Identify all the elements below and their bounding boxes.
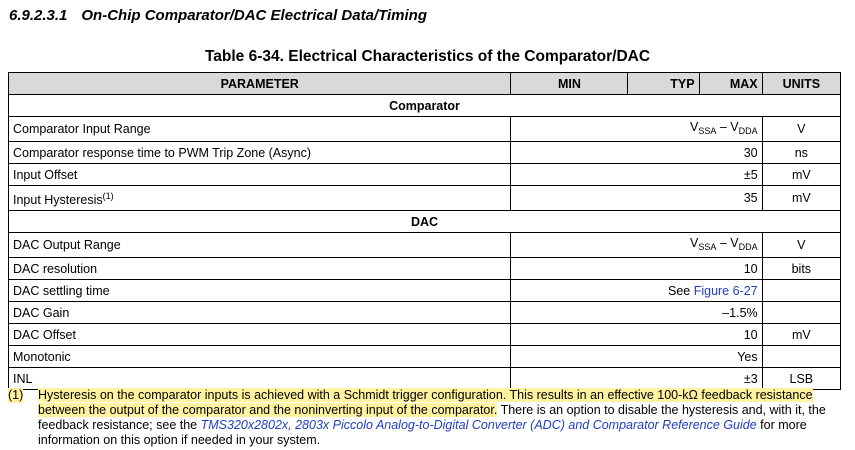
units-cell: ns xyxy=(762,142,840,164)
header-typ: TYP xyxy=(628,73,699,95)
figure-link[interactable]: Figure 6-27 xyxy=(693,283,758,298)
typ-cell: 10 xyxy=(511,258,762,280)
table-row xyxy=(9,142,841,164)
group-row-dac xyxy=(9,211,841,233)
units-cell: V xyxy=(762,233,840,258)
footnote-text: There is an option to disable the hysteresis and, with it, the feedback resistance; see the xyxy=(38,403,826,432)
table-row xyxy=(9,368,841,390)
footnote xyxy=(8,388,838,448)
typ-cell: Yes xyxy=(511,346,762,368)
group-label-comparator: Comparator xyxy=(9,95,841,117)
typ-cell: 35 xyxy=(511,186,762,211)
typ-cell: ±3 xyxy=(511,368,762,390)
header-units: UNITS xyxy=(762,73,840,95)
group-row-comparator xyxy=(9,95,841,117)
table-title: Table 6-34. Electrical Characteristics of the Comparator/DAC xyxy=(204,48,651,65)
section-heading xyxy=(9,7,427,24)
header-parameter: PARAMETER xyxy=(9,73,511,95)
param-cell: Comparator Input Range xyxy=(9,117,511,142)
units-cell: mV xyxy=(762,186,840,211)
table-row xyxy=(9,186,841,211)
group-label-dac: DAC xyxy=(9,211,841,233)
header-max: MAX xyxy=(699,73,762,95)
table-row xyxy=(9,117,841,142)
footnote-body xyxy=(38,388,838,448)
typ-cell: –1.5% xyxy=(511,302,762,324)
footnote-highlighted-text: Hysteresis on the comparator inputs is achieved with a Schmidt trigger configuration. This results in an effective 100-kΩ feedback resistance between the output of the comparator and the noninverting input of the comparator. xyxy=(38,388,813,417)
units-cell xyxy=(762,346,840,368)
units-cell: LSB xyxy=(762,368,840,390)
units-cell xyxy=(762,280,840,302)
footnote-marker: (1) xyxy=(8,388,24,402)
section-number: 6.9.2.3.1 xyxy=(9,7,68,24)
param-cell: Input Hysteresis$^{(1)}$ xyxy=(9,186,511,211)
table-row xyxy=(9,280,841,302)
table-row xyxy=(9,233,841,258)
typ-cell: $V_{SSA} - V_{DDA}$ xyxy=(511,233,762,258)
table-row xyxy=(9,164,841,186)
table-row xyxy=(9,346,841,368)
param-cell: INL xyxy=(9,368,511,390)
param-cell: Comparator response time to PWM Trip Zone (Async) xyxy=(9,142,511,164)
table-header-row xyxy=(9,73,841,95)
units-cell: mV xyxy=(762,164,840,186)
param-cell: Monotonic xyxy=(9,346,511,368)
typ-cell: $V_{SSA} - V_{DDA}$ xyxy=(511,117,762,142)
typ-cell: ±5 xyxy=(511,164,762,186)
units-cell: V xyxy=(762,117,840,142)
param-cell: DAC settling time xyxy=(9,280,511,302)
param-cell: DAC Offset xyxy=(9,324,511,346)
table-row xyxy=(9,258,841,280)
param-cell: DAC Gain xyxy=(9,302,511,324)
header-min: MIN xyxy=(511,73,628,95)
section-title: On-Chip Comparator/DAC Electrical Data/Timing xyxy=(81,7,427,24)
table-row xyxy=(9,302,841,324)
footnote-text-end: for more information on this option if needed in your system. xyxy=(38,418,807,447)
typ-cell: 30 xyxy=(511,142,762,164)
table-row xyxy=(9,324,841,346)
units-cell: bits xyxy=(762,258,840,280)
electrical-characteristics-table xyxy=(8,72,841,390)
param-cell: DAC resolution xyxy=(9,258,511,280)
param-cell: Input Offset xyxy=(9,164,511,186)
reference-guide-link[interactable]: TMS320x2802x, 2803x Piccolo Analog-to-Digital Converter (ADC) and Comparator Reference Guide xyxy=(200,418,757,432)
typ-cell: See Figure 6-27 xyxy=(511,280,762,302)
units-cell: mV xyxy=(762,324,840,346)
param-cell: DAC Output Range xyxy=(9,233,511,258)
units-cell xyxy=(762,302,840,324)
footnote-ref[interactable]: (1) xyxy=(102,191,114,201)
typ-cell: 10 xyxy=(511,324,762,346)
